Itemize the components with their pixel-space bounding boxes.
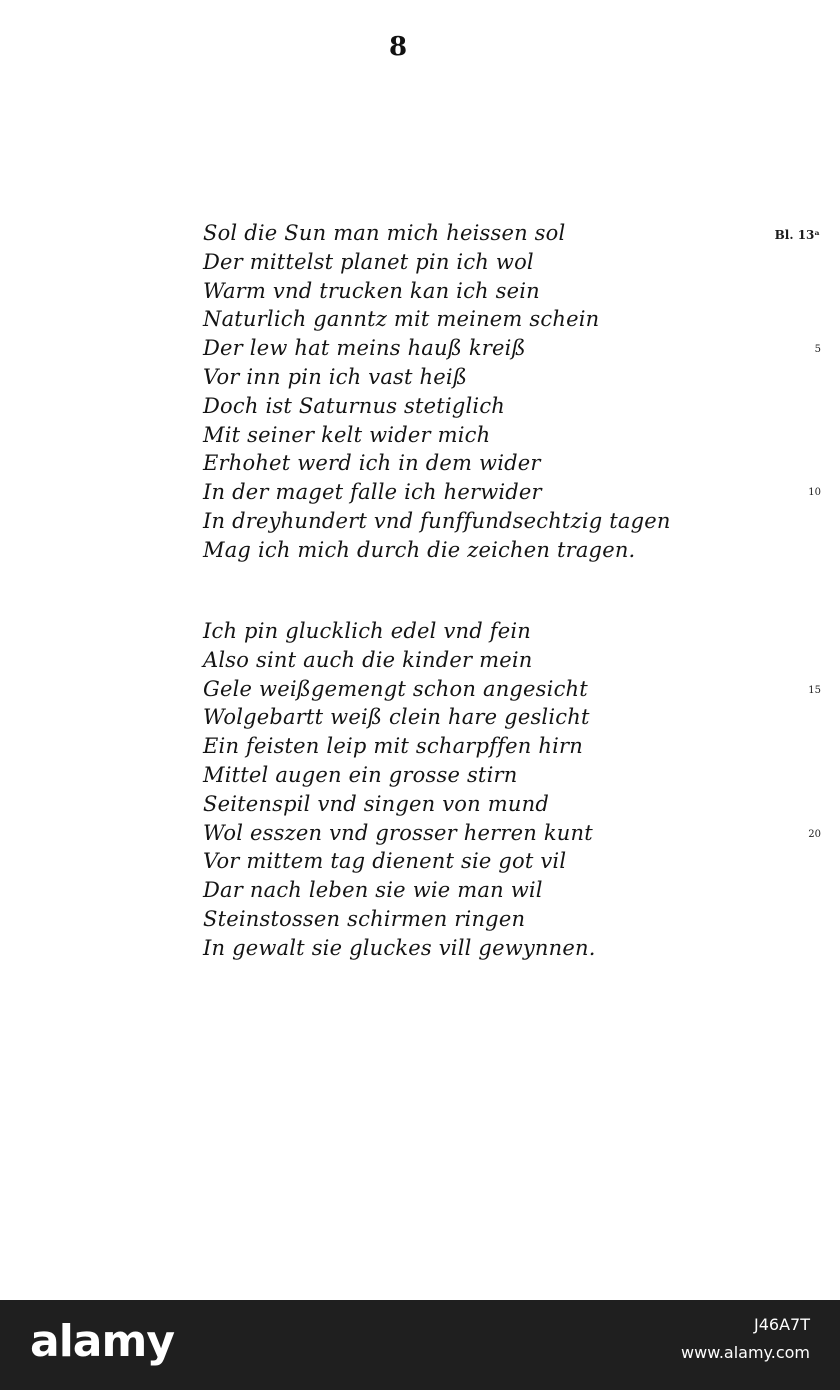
stanza-2: [203, 617, 763, 963]
folio-reference: Bl. 13ᵃ: [774, 228, 820, 242]
line-number: 20: [808, 829, 821, 840]
verse-line: Steinstossen schirmen ringen: [203, 906, 526, 931]
verse-line: In dreyhundert vnd funffundsechtzig tagen: [203, 508, 671, 533]
verse-line: Doch ist Saturnus stetiglich: [203, 393, 506, 418]
verse-line: Seitenspil vnd singen von mund: [203, 791, 549, 816]
line-number: 5: [814, 344, 821, 355]
verse-line: Warm vnd trucken kan ich sein: [203, 278, 540, 303]
stock-url: www.alamy.com: [681, 1343, 810, 1362]
verse-line: Ein feisten leip mit scharpffen hirn: [203, 734, 583, 759]
verse-line: Vor mittem tag dienent sie got vil: [203, 849, 567, 874]
verse-line: Mag ich mich durch die zeichen tragen.: [203, 537, 636, 562]
verse-line: Gele weißgemengt schon angesicht: [203, 676, 588, 701]
verse-line: Also sint auch die kinder mein: [203, 647, 533, 672]
verse-line: Wol esszen vnd grosser herren kunt: [203, 820, 593, 845]
verse-line: Wolgebartt weiß clein hare geslicht: [203, 705, 590, 730]
alamy-logo: alamy: [30, 1316, 174, 1367]
line-number: 10: [808, 487, 821, 498]
verse-line: In gewalt sie gluckes vill gewynnen.: [203, 935, 596, 960]
verse-line: In der maget falle ich herwider: [203, 480, 542, 505]
verse-line: Mit seiner kelt wider mich: [203, 422, 491, 447]
image-id: J46A7T: [754, 1315, 810, 1334]
verse-line: Der lew hat meins hauß kreiß: [203, 336, 526, 361]
verse-line: Ich pin glucklich edel vnd fein: [203, 619, 532, 643]
verse-line: Sol die Sun man mich heissen sol: [203, 221, 566, 245]
page-number: 8: [388, 32, 408, 62]
verse-line: Der mittelst planet pin ich wol: [203, 249, 534, 274]
verse-line: Naturlich ganntz mit meinem schein: [203, 307, 600, 332]
verse-line: Dar nach leben sie wie man wil: [203, 878, 543, 903]
stanza-1: [203, 219, 763, 565]
verse-line: Erhohet werd ich in dem wider: [203, 451, 541, 476]
verse-line: Mittel augen ein grosse stirn: [203, 762, 518, 787]
line-number: 15: [808, 685, 821, 696]
stock-watermark-banner: [0, 1300, 840, 1390]
verse-line: Vor inn pin ich vast heiß: [203, 364, 468, 389]
